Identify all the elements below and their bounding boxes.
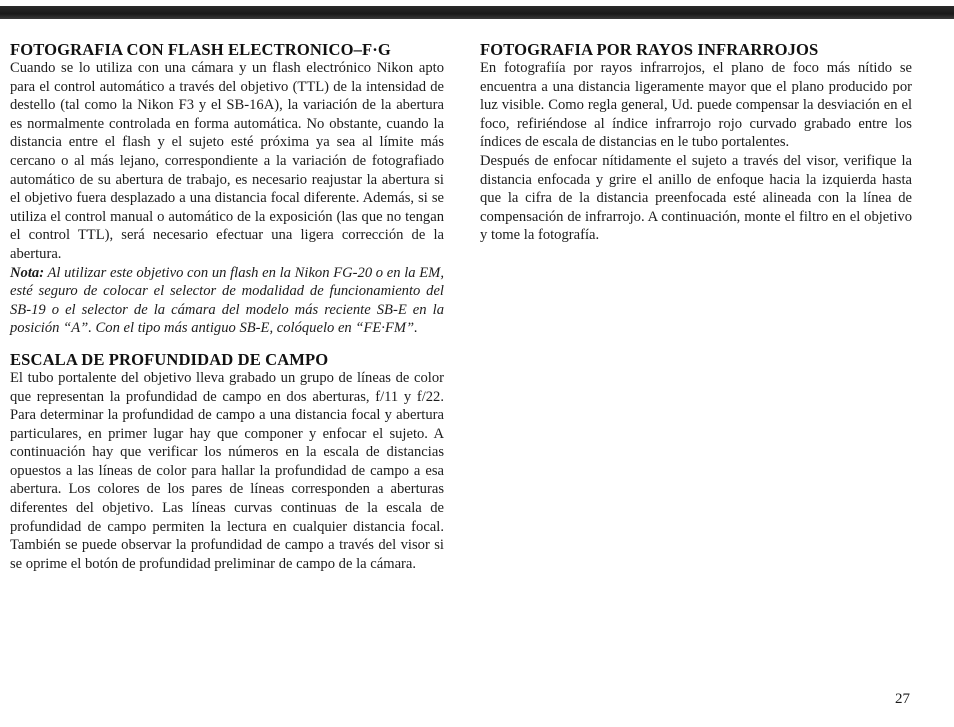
note-paragraph: [10, 264, 444, 338]
section-body-flash: Cuando se lo utiliza con una cámara y un flash electrónico Nikon apto para el control automático a través del objetivo (TTL) de la intensidad de destello (tal como la Nikon F3 y el SB-16A), la variación de la abertura es normalmente controlada en forma automática. No obstante, cuando la distancia entre el flash y el sujeto esté próxima ya sea al límite más cercano o al más lejano, correspondiente a la variación de fotografiado automático de su abertura de trabajo, es necesario reajustar la abertura si el objetivo fuera desplazado a una distancia focal diferente. Además, si se utiliza el control manual o automático de la exposición (las que no tengan el control TTL), será necesario efectuar una ligera corrección de la abertura.: [10, 60, 444, 262]
section-body-infrared-1: En fotografiía por rayos infrarrojos, el plano de foco más nítido se encuentra a una distancia ligeramente mayor que el plano producido por luz visible. Como regla general, Ud. puede compensar la desviación en el foco, refiriéndose al índice infrarrojo rojo curvado grabado entre los índices de escala de distancias en le tubo portalentes.: [480, 60, 912, 151]
top-border-bar: [0, 6, 954, 19]
section-body-depth-of-field: El tubo portalente del objetivo lleva grabado un grupo de líneas de color que representan la profundidad de campo en dos aberturas, f/11 y f/22. Para determinar la profundidad de campo a una distancia focal y abertura particulares, en primer lugar hay que componer y enfocar el sujeto. A continuación hay que verificar los números en la escala de distancias opuestos a las líneas de color para hallar la profundidad de campo a esa abertura. Los colores de los pares de líneas corresponden a aberturas diferentes del objetivo. Las líneas curvas continuas de la escala de profundidad de campo permiten la lectura en cualquier distancia focal. También se puede observar la profundidad de campo a través del visor si se oprime el botón de profundidad preliminar de campo de la cámara.: [10, 369, 444, 572]
section-gap: [10, 338, 444, 350]
section-title-depth-of-field: ESCALA DE PROFUNDIDAD DE CAMPO: [10, 349, 329, 369]
section-body-infrared-2: Después de enfocar nítidamente el sujeto a través del visor, verifique la distancia enfocada y grire el anillo de enfoque hacia la izquierda hasta que la cifra de la distancia preenfocada esté alineada con la línea de compensación de infrarrojo. A continuación, monte el filtro en el objetivo y tome la fotografía.: [480, 152, 912, 244]
left-column: [10, 40, 444, 573]
right-column: [480, 40, 912, 245]
page-number: 27: [895, 691, 910, 707]
note-label: Nota:: [10, 264, 45, 281]
section-title-infrared: FOTOGRAFIA POR RAYOS INFRARROJOS: [480, 40, 819, 59]
note-text: Al utilizar este objetivo con un flash en la Nikon FG-20 o en la EM, esté seguro de colocar el selector de modalidad de funcionamiento del SB-19 o el selector de la cámara del modelo más reciente SB-E en la posición “A”. Con el tipo más antiguo SB-E, colóquelo en “FE·FM”.: [10, 264, 444, 337]
section-title-flash: FOTOGRAFIA CON FLASH ELECTRONICO–F·G: [10, 40, 391, 59]
